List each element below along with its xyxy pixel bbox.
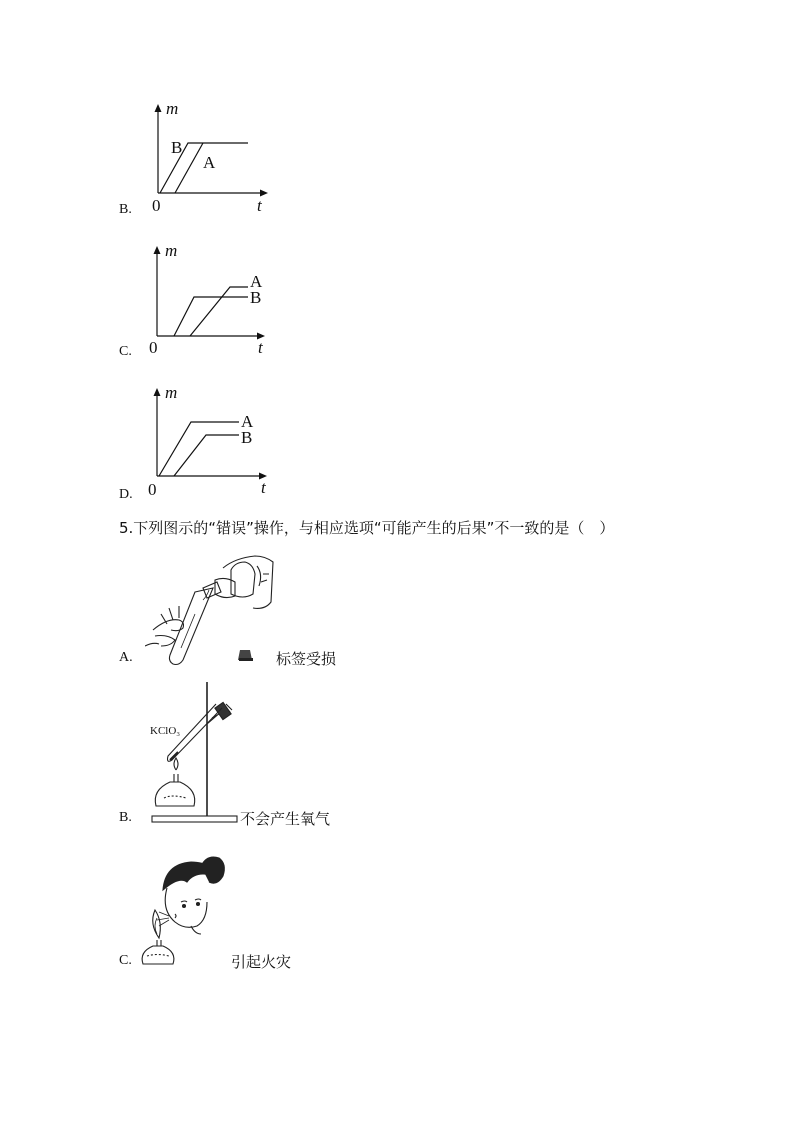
line-label-b: B	[241, 428, 253, 447]
blowing-lamp-illustration	[135, 846, 233, 968]
origin-label: 0	[152, 196, 161, 215]
y-axis-label: m	[165, 241, 178, 260]
line-a	[174, 297, 248, 336]
question-5-text: 5.下列图示的“错误”操作，与相应选项“可能产生的后果”不一致的是（ ）	[119, 519, 615, 537]
graph-c	[137, 232, 297, 357]
q5-option-a-label: A.	[119, 650, 133, 665]
line-label-b: B	[250, 288, 262, 307]
y-axis-arrow-icon	[154, 246, 161, 254]
line-label-a: A	[241, 412, 254, 431]
q5-option-b-label: B.	[119, 810, 132, 825]
x-axis-label: t	[257, 196, 262, 215]
kclo3-label: KClO₃	[150, 725, 181, 737]
line-a	[159, 422, 239, 476]
graph-d	[137, 372, 297, 499]
y-axis-label: m	[166, 99, 179, 118]
y-axis-label: m	[165, 383, 178, 402]
option-d-label: D.	[119, 487, 133, 502]
origin-label: 0	[149, 338, 158, 357]
stopper-icon	[238, 650, 253, 661]
x-axis-label: t	[258, 338, 263, 357]
line-label-a: A	[203, 153, 216, 172]
origin-label: 0	[148, 480, 157, 499]
option-c-label: C.	[119, 344, 132, 359]
q5-option-b-caption: 不会产生氧气	[240, 810, 331, 828]
y-axis-arrow-icon	[155, 104, 162, 112]
q5-option-a-caption: 标签受损	[276, 650, 337, 668]
line-b	[190, 287, 248, 336]
q5-option-c-label: C.	[119, 953, 132, 968]
heating-kclo3-illustration	[140, 678, 242, 826]
pouring-liquid-illustration	[145, 548, 280, 666]
line-b	[174, 435, 239, 476]
option-b-label: B.	[119, 202, 132, 217]
x-axis-label: t	[261, 478, 266, 497]
y-axis-arrow-icon	[154, 388, 161, 396]
line-label-b: B	[171, 138, 183, 157]
line-label-a: A	[250, 272, 263, 291]
graph-b	[137, 98, 297, 218]
q5-option-c-caption: 引起火灾	[231, 953, 292, 971]
